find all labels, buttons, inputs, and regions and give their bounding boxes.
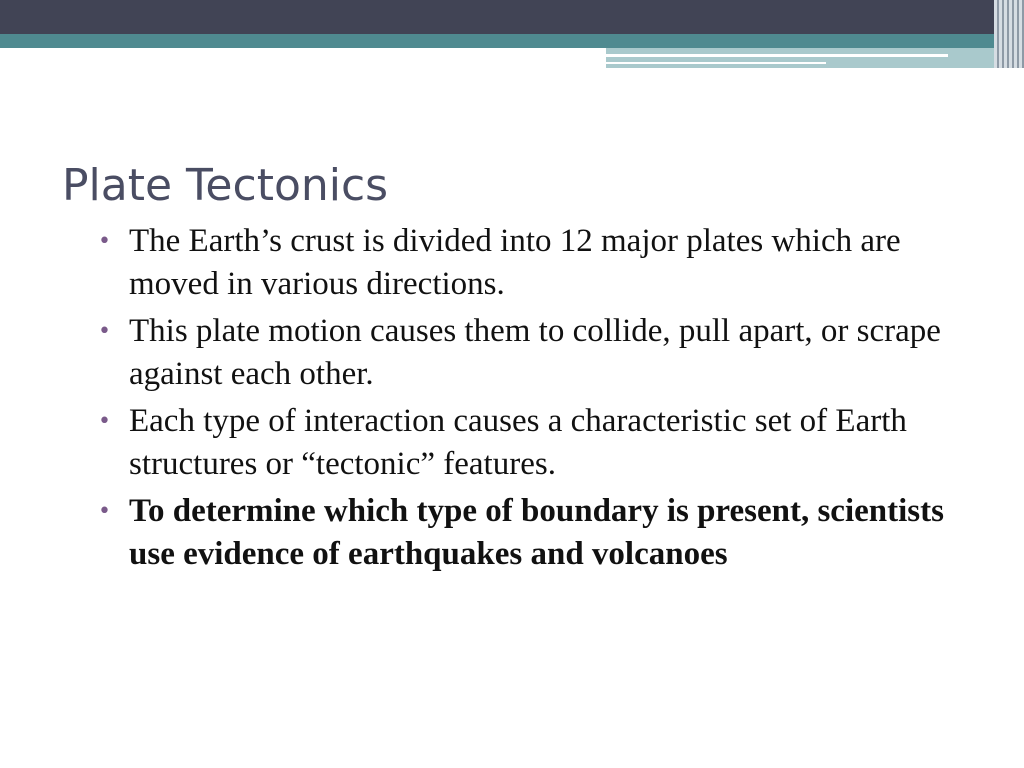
bullet-icon: • [98,229,111,254]
header-accent-bar [606,48,1024,68]
list-item [98,220,978,306]
bullet-icon: • [98,499,111,524]
bullet-text: The Earth’s crust is divided into 12 major plates which are moved in various directions. [129,223,901,302]
bullet-icon: • [98,409,111,434]
bullet-icon: • [98,319,111,344]
header-dark-bar [0,0,1024,34]
list-item [98,310,978,396]
list-item [98,400,978,486]
list-item [98,490,978,576]
bullet-text-bold: To determine which type of boundary is present, scientists use evidence of earthquakes and volcanoes [129,493,944,572]
header-accent-line [606,62,826,64]
header-accent-line [606,54,948,57]
header-edge-stripes [994,0,1024,68]
slide-title: Plate Tectonics [62,160,389,211]
bullet-list [98,220,978,580]
header-teal-bar [0,34,1024,48]
bullet-text: This plate motion causes them to collide, pull apart, or scrape against each other. [129,313,941,392]
bullet-text: Each type of interaction causes a characteristic set of Earth structures or “tectonic” features. [129,403,907,482]
